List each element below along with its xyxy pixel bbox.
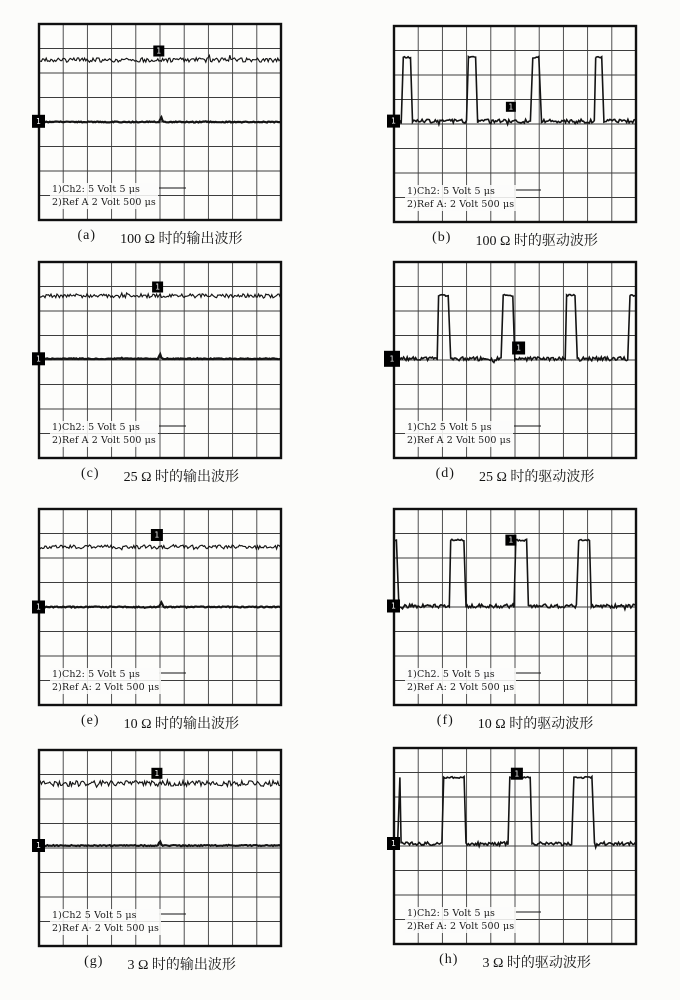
caption-label: (c) — [81, 466, 100, 481]
scope-panel-a — [36, 24, 281, 248]
readout-ch2: 1)Ch2 5 Volt 5 μs — [407, 422, 492, 433]
readout-ch2: 1)Ch2: 5 Volt 5 μs — [52, 669, 140, 680]
channel-marker-label: 1 — [36, 841, 41, 851]
caption-label: (b) — [432, 230, 452, 245]
channel-marker-label: 1 — [391, 839, 396, 849]
readout-refa: 2)Ref A 2 Volt 500 μs — [52, 197, 156, 208]
readout-refa: 2)Ref A: 2 Volt 500 μs — [407, 682, 515, 693]
caption-text: 3 Ω 时的驱动波形 — [482, 956, 591, 971]
scope-readout — [50, 909, 161, 935]
scope-readout — [405, 185, 516, 211]
readout-ch2: 1)Ch2: 5 Volt 5 μs — [407, 186, 495, 197]
readout-ch2: 1)Ch2 5 Volt 5 μs — [52, 910, 137, 921]
channel-marker-label: 1 — [36, 116, 41, 126]
channel-marker-label: 1 — [154, 768, 160, 778]
caption-text: 10 Ω 时的输出波形 — [123, 717, 239, 732]
panel-caption — [394, 466, 636, 486]
channel-marker-label: 1 — [36, 602, 41, 612]
oscilloscope-screen-a — [36, 24, 281, 220]
channel-marker-label: 1 — [156, 46, 162, 56]
channel-marker-label: 1 — [155, 282, 160, 292]
caption-text: 10 Ω 时的驱动波形 — [477, 717, 594, 732]
channel-marker-label: 1 — [389, 354, 395, 364]
readout-refa: 2)Ref A· 2 Volt 500 μs — [52, 923, 160, 934]
panel-caption — [394, 230, 636, 250]
oscilloscope-screen-c — [36, 262, 281, 458]
scope-panel-h — [391, 748, 636, 972]
panel-caption — [39, 466, 281, 486]
caption-label: (f) — [436, 713, 454, 728]
channel-marker-label: 1 — [154, 530, 160, 540]
caption-text: 3 Ω 时的输出波形 — [127, 958, 236, 973]
panel-caption — [39, 713, 281, 733]
channel-marker-label: 1 — [508, 102, 514, 112]
readout-ch2: 1)Ch2: 5 Volt 5 μs — [52, 422, 140, 433]
readout-refa: 2)Ref A: 2 Volt 500 μs — [407, 921, 515, 932]
scope-panel-e — [36, 509, 281, 733]
oscilloscope-screen-f — [391, 509, 636, 705]
oscilloscope-screen-d — [389, 262, 636, 458]
readout-ch2: 1)Ch2: 5 Volt 5 μs — [407, 908, 495, 919]
caption-label: (g) — [84, 954, 104, 969]
scope-panel-d — [389, 262, 636, 486]
panel-caption — [39, 228, 281, 248]
scope-readout — [50, 183, 158, 209]
panel-caption — [394, 713, 636, 733]
scope-panel-b — [391, 26, 636, 250]
scope-panel-g — [36, 750, 281, 974]
readout-refa: 2)Ref A: 2 Volt 500 μs — [52, 682, 160, 693]
readout-ch2: 1)Ch2: 5 Volt 5 μs — [52, 184, 140, 195]
scope-panel-f — [391, 509, 636, 733]
readout-refa: 2)Ref A: 2 Volt 500 μs — [407, 199, 515, 210]
caption-label: (d) — [435, 466, 455, 481]
scope-readout — [50, 668, 161, 694]
caption-label: (h) — [439, 952, 459, 967]
scope-readout — [405, 907, 516, 933]
caption-label: (e) — [81, 713, 100, 728]
scope-readout — [50, 421, 158, 447]
oscilloscope-screen-g — [36, 750, 281, 946]
caption-text: 100 Ω 时的输出波形 — [120, 232, 243, 247]
channel-marker-label: 1 — [391, 601, 396, 611]
panel-caption — [394, 952, 636, 972]
trace-drive-pulses — [394, 539, 636, 609]
channel-marker-label: 1 — [514, 769, 520, 779]
readout-refa: 2)Ref A 2 Volt 500 μs — [52, 435, 156, 446]
channel-marker-label: 1 — [36, 354, 41, 364]
scope-panel-c — [36, 262, 281, 486]
caption-text: 100 Ω 时的驱动波形 — [475, 234, 598, 249]
oscilloscope-screen-h — [391, 748, 636, 944]
caption-text: 25 Ω 时的驱动波形 — [478, 470, 595, 485]
panel-caption — [39, 954, 281, 974]
scope-readout — [405, 668, 516, 694]
channel-marker-label: 1 — [391, 116, 396, 126]
channel-marker-label: 1 — [516, 343, 521, 353]
readout-ch2: 1)Ch2. 5 Volt 5 μs — [407, 669, 495, 680]
trace-drive-pulses — [394, 57, 635, 125]
oscilloscope-screen-b — [391, 26, 636, 222]
readout-refa: 2)Ref A 2 Volt 500 μs — [407, 435, 511, 446]
caption-text: 25 Ω 时的输出波形 — [123, 470, 239, 485]
oscilloscope-screen-e — [36, 509, 281, 705]
caption-label: (a) — [77, 228, 97, 243]
scope-readout — [405, 421, 513, 447]
channel-marker-label: 1 — [508, 535, 514, 545]
